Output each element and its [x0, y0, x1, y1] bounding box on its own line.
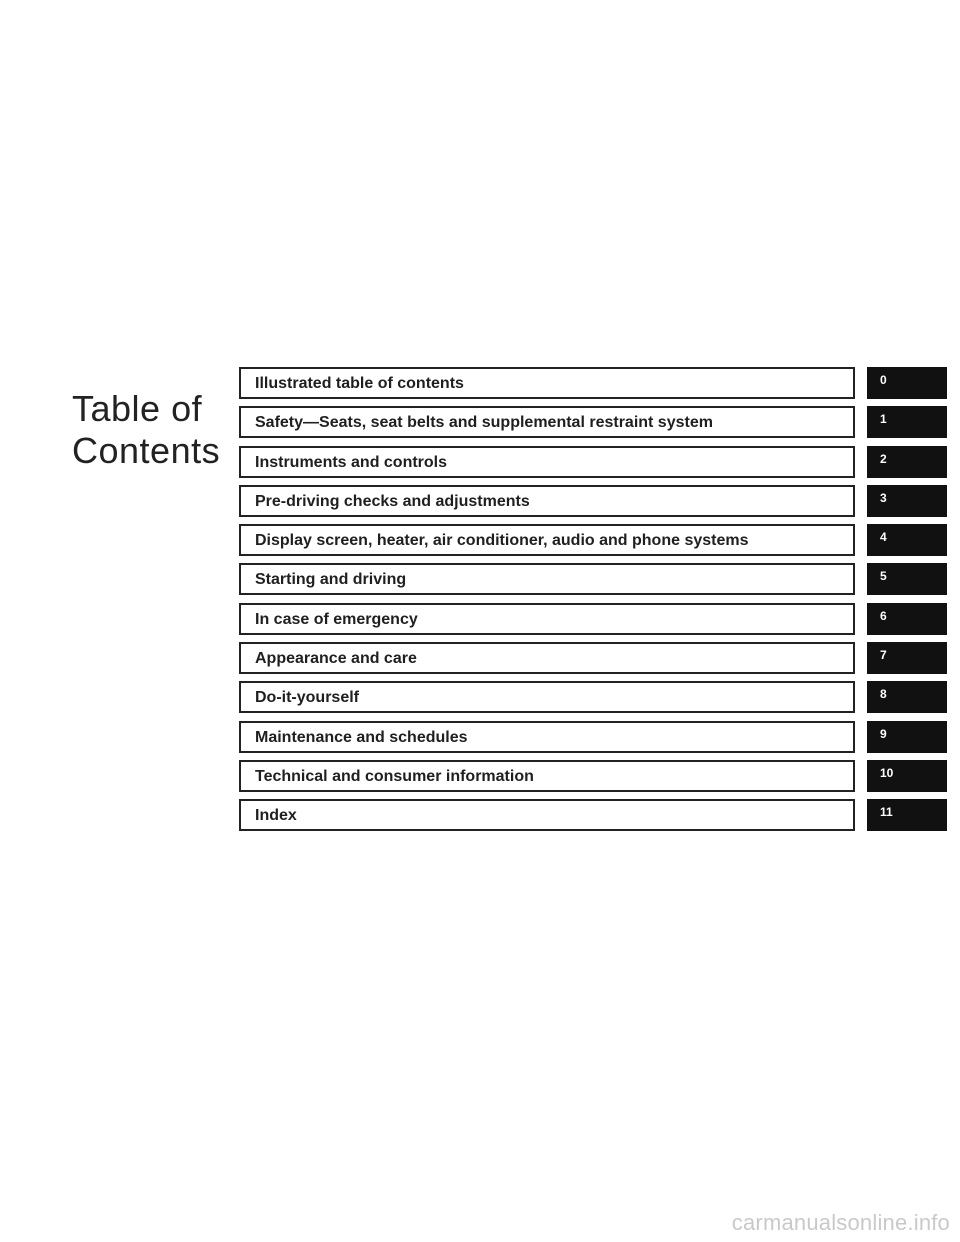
section-tab-2[interactable]: [867, 446, 947, 478]
toc-item-do-it-yourself[interactable]: [239, 681, 947, 713]
toc-item-label[interactable]: Index: [255, 807, 297, 825]
toc-item-label[interactable]: Appearance and care: [255, 650, 417, 668]
toc-item-label[interactable]: Pre-driving checks and adjustments: [255, 492, 530, 510]
toc-item-box[interactable]: [239, 681, 855, 713]
section-tab-number: 0: [880, 373, 887, 387]
section-tab-number: 7: [880, 648, 887, 663]
toc-item-pre-driving[interactable]: [239, 485, 947, 517]
page-title-line-1: Table of: [72, 388, 203, 430]
page-title-line-2: Contents: [72, 430, 221, 472]
toc-item-label[interactable]: Safety—Seats, seat belts and supplemental restraint system: [255, 414, 713, 432]
section-tab-number: 2: [880, 451, 887, 466]
section-tab-number: 1: [880, 412, 887, 427]
section-tab-1[interactable]: [867, 406, 947, 438]
section-tab-5[interactable]: [867, 563, 947, 595]
section-tab-4[interactable]: [867, 524, 947, 556]
toc-item-box[interactable]: [239, 603, 855, 635]
toc-item-maintenance[interactable]: [239, 721, 947, 753]
section-tab-number: 9: [880, 726, 887, 741]
toc-item-illustrated-contents[interactable]: [239, 367, 947, 399]
section-tab-7[interactable]: [867, 642, 947, 674]
toc-item-starting-driving[interactable]: [239, 563, 947, 595]
toc-item-index[interactable]: [239, 799, 947, 831]
toc-item-appearance-care[interactable]: [239, 642, 947, 674]
section-tab-8[interactable]: [867, 681, 947, 713]
section-tab-number: 8: [880, 687, 887, 702]
toc-item-box[interactable]: [239, 760, 855, 792]
toc-item-box[interactable]: [239, 563, 855, 595]
section-tab-number: 3: [880, 490, 887, 505]
section-tab-6[interactable]: [867, 603, 947, 635]
watermark: carmanualsonline.info: [731, 1210, 950, 1235]
toc-item-box[interactable]: [239, 721, 855, 753]
toc-item-label[interactable]: Do-it-yourself: [255, 689, 359, 707]
section-tab-number: 10: [880, 765, 894, 780]
section-tab-number: 4: [880, 530, 887, 545]
toc-item-box[interactable]: [239, 406, 855, 438]
toc-item-safety[interactable]: [239, 406, 947, 438]
toc-item-label[interactable]: In case of emergency: [255, 610, 418, 628]
toc-item-label[interactable]: Starting and driving: [255, 571, 407, 589]
page-title: [72, 388, 232, 472]
section-tab-9[interactable]: [867, 721, 947, 753]
section-tab-10[interactable]: [867, 760, 947, 792]
section-tab-number: 11: [880, 805, 893, 820]
toc-item-box[interactable]: [239, 642, 855, 674]
toc-item-emergency[interactable]: [239, 603, 947, 635]
toc-item-label[interactable]: Technical and consumer information: [255, 767, 534, 785]
toc-item-box[interactable]: [239, 446, 855, 478]
toc-item-label[interactable]: Maintenance and schedules: [255, 728, 468, 746]
section-tab-0[interactable]: [867, 367, 947, 399]
toc-item-box[interactable]: [239, 524, 855, 556]
toc-item-label[interactable]: Display screen, heater, air conditioner, audio and phone systems: [255, 532, 749, 550]
toc-item-box[interactable]: [239, 485, 855, 517]
toc-item-box[interactable]: [239, 367, 855, 399]
toc-item-label[interactable]: Instruments and controls: [255, 453, 448, 471]
toc-item-display-audio[interactable]: [239, 524, 947, 556]
section-tab-number: 5: [880, 569, 887, 584]
toc-list: [239, 367, 947, 839]
section-tab-number: 6: [880, 608, 887, 623]
toc-item-box[interactable]: [239, 799, 855, 831]
toc-item-label[interactable]: Illustrated table of contents: [255, 375, 464, 392]
section-tab-11[interactable]: [867, 799, 947, 831]
toc-item-instruments[interactable]: [239, 446, 947, 478]
toc-item-technical-info[interactable]: [239, 760, 947, 792]
section-tab-3[interactable]: [867, 485, 947, 517]
